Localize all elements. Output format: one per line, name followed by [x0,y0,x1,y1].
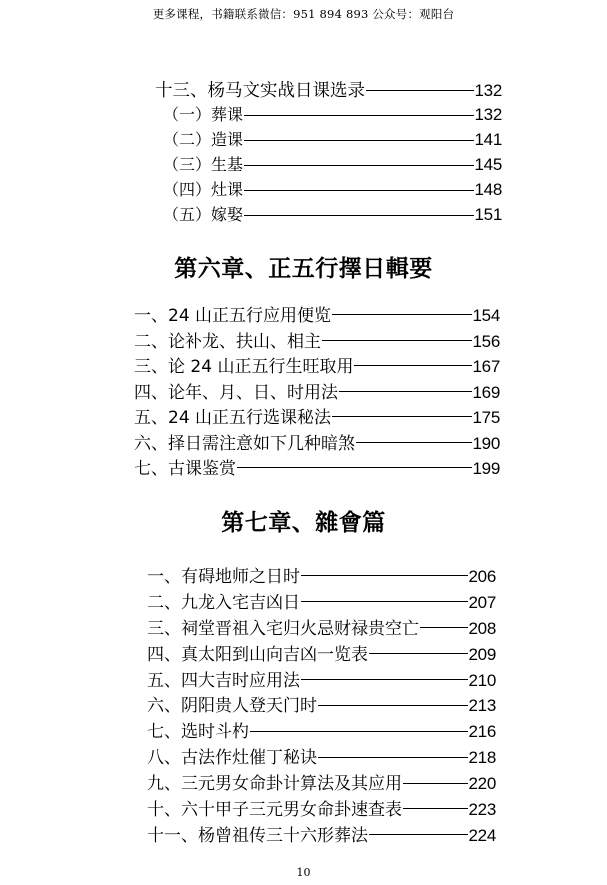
leader-line [250,731,468,732]
toc-entry[interactable] [134,378,500,404]
toc-entry-page: 148 [474,180,502,199]
toc-entry-title: 五、24 山正五行选课秘法 [134,408,332,428]
leader-line [356,442,472,443]
leader-line [332,416,471,417]
toc-entry-page: 141 [474,130,502,149]
toc-entry-title: 一、有碍地师之日时 [147,567,300,587]
toc-entry-page: 216 [468,722,496,742]
toc-entry-page: 132 [474,81,502,100]
leader-line [366,90,474,91]
toc-entry-page: 175 [472,408,500,427]
toc-entry-title: 四、论年、月、日、时用法 [134,382,338,403]
toc-entry-page: 145 [474,155,502,174]
toc-chapter-6 [134,301,500,480]
toc-entry-title: 一、24 山正五行应用便览 [134,306,332,326]
toc-entry-page: 223 [468,800,496,820]
leader-line [318,705,468,706]
toc-entry[interactable] [155,152,502,177]
leader-line [322,340,472,341]
toc-entry-title: （三）生基 [163,155,244,174]
leader-line [403,808,468,809]
toc-entry-title: 十、六十甲子三元男女命卦速查表 [147,800,402,821]
toc-entry-title: 八、古法作灶催丁秘诀 [147,748,317,769]
toc-entry-page: 190 [472,433,500,453]
toc-entry-title: 十一、杨曾祖传三十六形葬法 [147,825,368,846]
toc-entry-page: 156 [472,331,500,351]
toc-entry[interactable] [155,127,502,152]
toc-entry-page: 218 [468,748,496,768]
toc-entry-title: 六、阴阳贵人登天门时 [147,696,317,717]
toc-entry[interactable] [134,352,500,378]
toc-entry-title: 十三、杨马文实战日课选录 [155,81,365,101]
toc-entry-page: 207 [468,592,496,612]
toc-entry-page: 154 [472,306,500,325]
leader-line [301,601,468,602]
page-number: 10 [296,866,311,879]
page-header: 更多课程，书籍联系微信：951 894 893 公众号：观阳台 [152,7,455,21]
toc-entry-page: 209 [468,644,496,664]
toc-section-13 [155,77,502,227]
toc-entry-page: 208 [468,618,496,638]
toc-entry-page: 132 [474,105,502,124]
toc-entry[interactable] [147,691,496,717]
toc-entry-title: 二、九龙入宅吉凶日 [147,592,300,613]
leader-line [237,467,472,468]
toc-entry-title: 七、古课鉴赏 [134,459,236,479]
leader-line [244,165,474,166]
toc-entry[interactable] [147,640,496,666]
toc-entry-page: 210 [468,670,496,690]
toc-entry-title: （四）灶课 [163,180,244,199]
toc-entry[interactable] [147,743,496,769]
toc-entry[interactable] [155,77,502,102]
toc-entry[interactable] [147,588,496,614]
toc-entry-title: （二）造课 [163,130,244,149]
chapter-6-title: 第六章、正五行擇日輯要 [174,255,433,282]
leader-line [244,190,474,191]
leader-line [339,391,472,392]
toc-entry[interactable] [147,769,496,795]
toc-entry-page: 224 [468,825,496,845]
toc-entry[interactable] [147,795,496,821]
toc-entry-page: 213 [468,696,496,716]
leader-line [369,834,468,835]
toc-entry-title: 九、三元男女命卦计算法及其应用 [147,774,402,795]
leader-line [403,783,468,784]
leader-line [301,575,468,576]
toc-entry-page: 169 [472,382,500,402]
leader-line [301,679,468,680]
toc-chapter-7 [147,562,496,847]
toc-entry[interactable] [134,429,500,455]
toc-entry[interactable] [147,666,496,692]
toc-entry-title: （五）嫁娶 [163,205,244,224]
toc-entry[interactable] [147,717,496,743]
toc-entry-title: 二、论补龙、扶山、相主 [134,331,321,352]
toc-entry[interactable] [134,327,500,353]
toc-entry[interactable] [155,102,502,127]
toc-entry[interactable] [147,821,496,847]
toc-entry-page: 206 [468,567,496,586]
toc-entry[interactable] [155,177,502,202]
toc-entry-title: 四、真太阳到山向吉凶一览表 [147,644,368,665]
toc-entry-title: 七、选时斗杓 [147,722,249,743]
toc-entry-page: 220 [468,774,496,794]
leader-line [369,653,468,654]
leader-line [420,627,468,628]
toc-entry-title: 三、祠堂晋祖入宅归火忌财禄贵空亡 [147,618,419,639]
toc-entry-title: 三、论 24 山正五行生旺取用 [134,357,354,377]
leader-line [244,215,474,216]
leader-line [318,757,468,758]
toc-entry[interactable] [134,403,500,429]
toc-entry-page: 151 [474,205,502,224]
toc-entry-title: （一）葬课 [163,105,244,124]
leader-line [332,314,471,315]
leader-line [354,365,471,366]
toc-entry[interactable] [134,301,500,327]
leader-line [244,115,474,116]
toc-entry-page: 167 [472,357,500,376]
toc-entry[interactable] [155,202,502,227]
chapter-7-title: 第七章、雜會篇 [221,509,386,536]
toc-entry-title: 五、四大吉时应用法 [147,670,300,691]
toc-entry[interactable] [147,614,496,640]
toc-entry[interactable] [147,562,496,588]
toc-entry-title: 六、择日需注意如下几种暗煞 [134,433,355,454]
toc-entry[interactable] [134,454,500,480]
leader-line [244,140,474,141]
toc-entry-page: 199 [472,459,500,478]
